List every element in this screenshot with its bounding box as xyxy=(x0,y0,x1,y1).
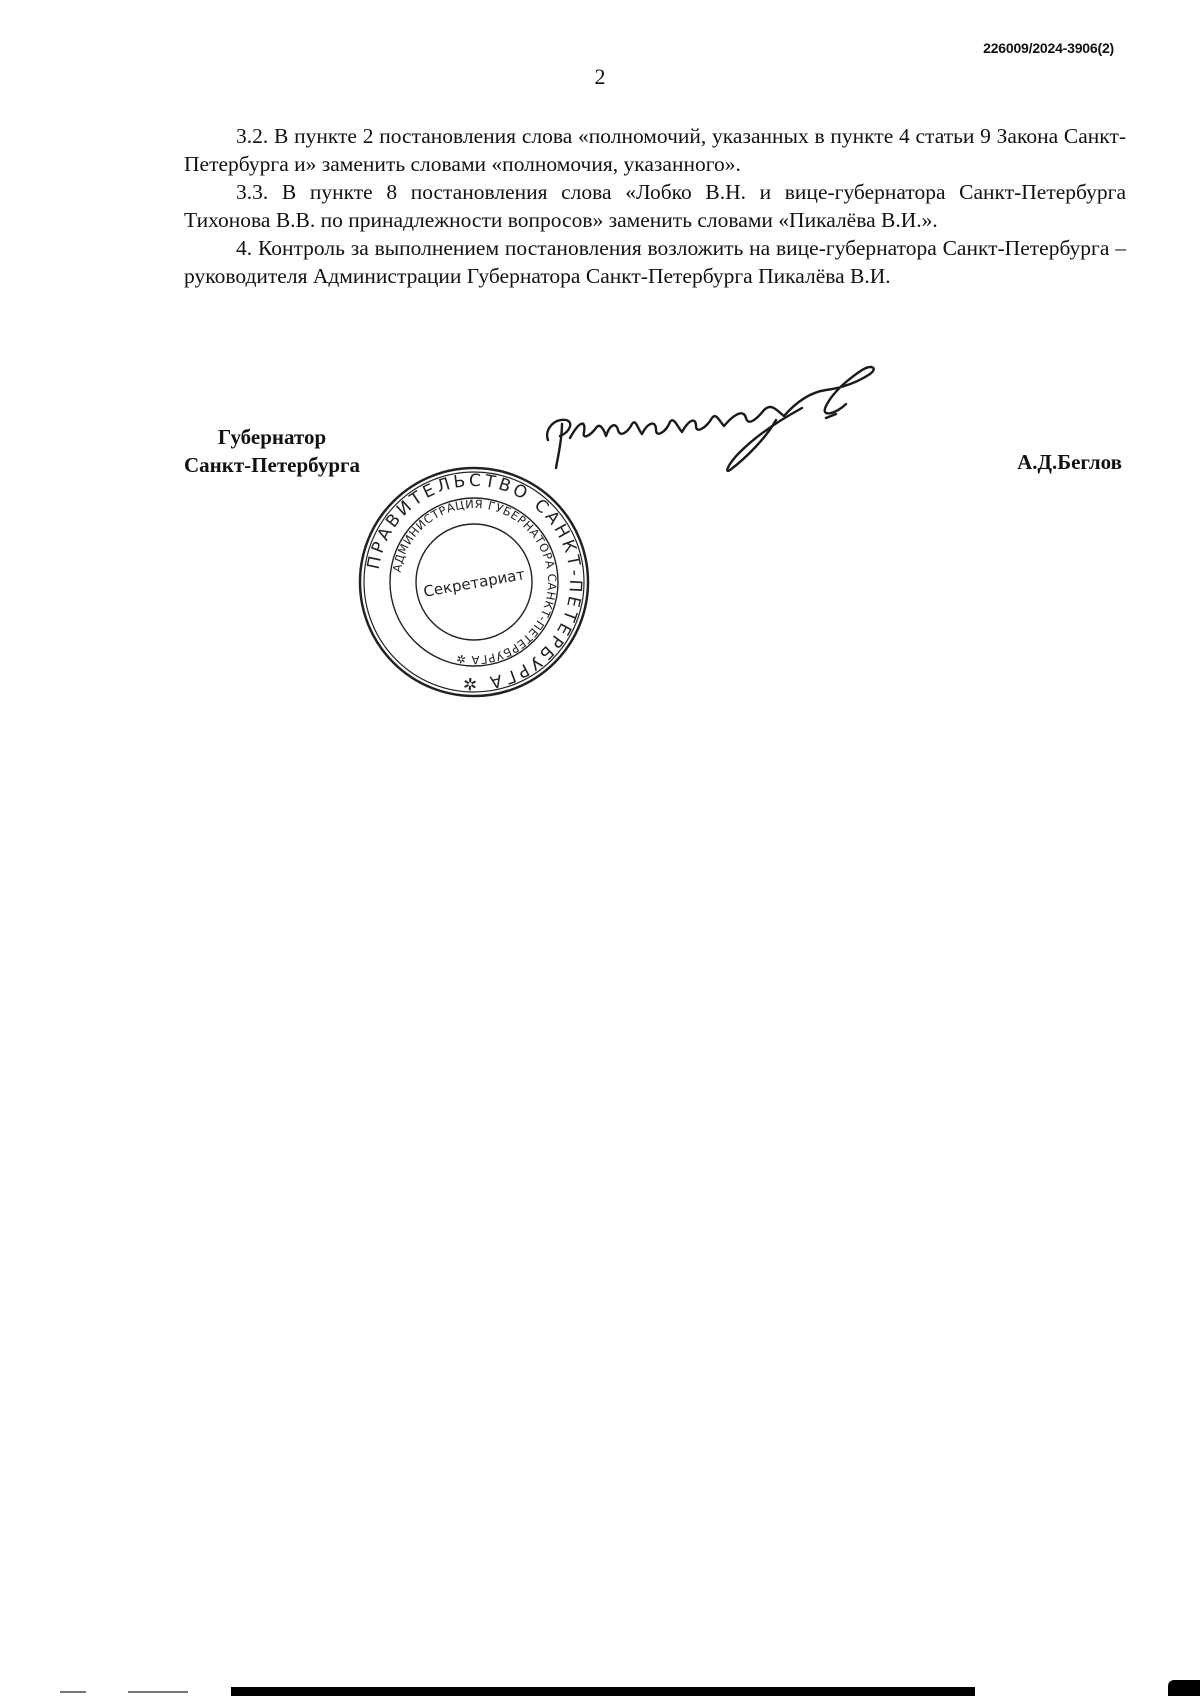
scan-artifact xyxy=(60,1691,86,1693)
signer-position-line1: Губернатор xyxy=(217,425,327,449)
handwritten-signature xyxy=(540,360,930,480)
document-registration-number: 226009/2024-3906(2) xyxy=(983,40,1114,56)
signer-position xyxy=(184,423,360,479)
paragraph-3-2: 3.2. В пункте 2 постановления слова «полномочий, указанных в пункте 4 статьи 9 Закона Санкт-Петербурга и» заменить словами «полномочия, указанного». xyxy=(184,124,1126,176)
signer-name: А.Д.Беглов xyxy=(1017,450,1122,474)
document-body xyxy=(184,122,1126,290)
scan-footer-bar xyxy=(231,1687,975,1696)
page-number: 2 xyxy=(594,64,606,89)
seal-center-text: Секретариат xyxy=(422,565,527,601)
signer-position-line2: Санкт-Петербурга xyxy=(184,453,361,477)
scan-corner-mark xyxy=(1168,1680,1200,1696)
seal-inner-ring-text: АДМИНИСТРАЦИЯ ГУБЕРНАТОРА САНКТ-ПЕТЕРБУРГА ✲ xyxy=(389,496,560,668)
seal-outer-ring-text: ПРАВИТЕЛЬСТВО САНКТ-ПЕТЕРБУРГА ✲ xyxy=(363,470,586,694)
paragraph-3-3: 3.3. В пункте 8 постановления слова «Лобко В.Н. и вице-губернатора Санкт-Петербурга Тихонова В.В. по принадлежности вопросов» заменить словами «Пикалёва В.И.». xyxy=(184,180,1126,232)
paragraph-4: 4. Контроль за выполнением постановления возложить на вице-губернатора Санкт-Петербурга – руководителя Администрации Губернатора Санкт-Петербурга Пикалёва В.И. xyxy=(184,236,1126,288)
scan-artifact xyxy=(128,1691,188,1693)
official-seal xyxy=(356,464,592,700)
